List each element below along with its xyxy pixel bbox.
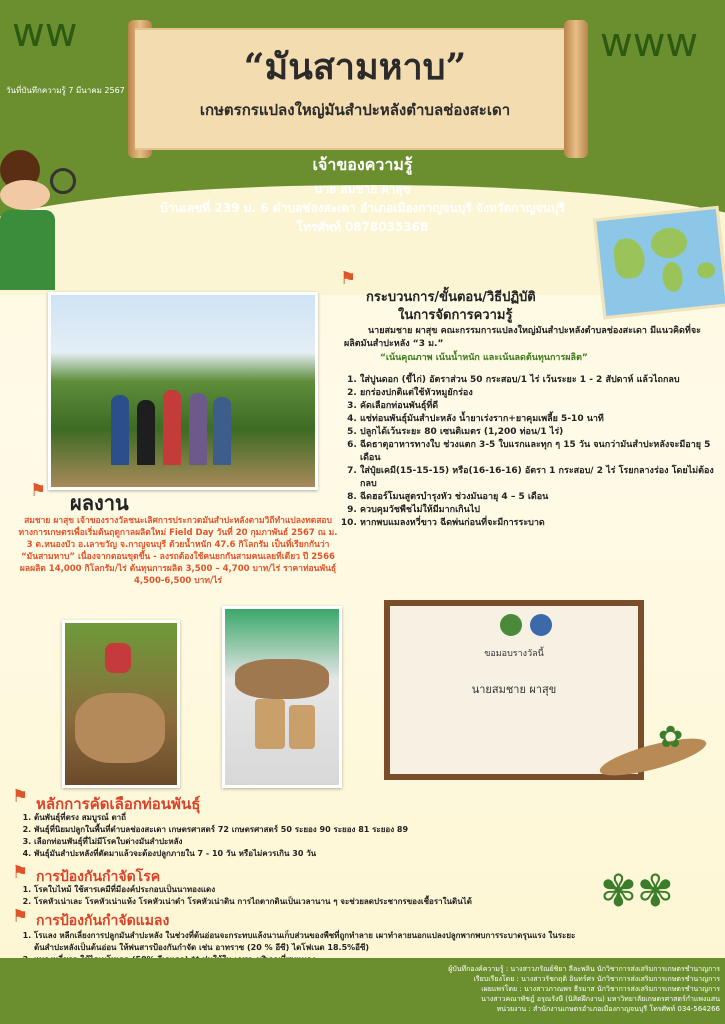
- world-map-icon: [593, 206, 725, 320]
- list-item: 9. ควบคุมวัชพืชไม่ให้มีมากเกินไป: [360, 504, 714, 517]
- process-steps: [344, 374, 714, 530]
- disease-list: [18, 884, 558, 908]
- process-quote: “เน้นคุณภาพ เน้นน้ำหนัก และเน้นลดต้นทุนการผลิต”: [380, 353, 588, 363]
- list-item: 1. โรแลง หลีกเลี่ยงการปลูกมันสำปะหลัง ในช่วงที่ต้นอ่อนจะกระทบแล้งนานเก็บส่วนของพืชที่ถูกทำลาย เผาทำลายนอกแปลงปลูกพากพบการระบาดรุนแรง ในระยะต้นสำปะหลังเป็นต้นอ่อน ให้พ่นสารป้องกันกำจัด เช่น อาทราซ (20 % อีซี) ไดโฟเนต 18.5%อีซี): [34, 930, 578, 954]
- seal-icon: [500, 614, 522, 636]
- owner-phone: โทรศัพท์ 0878035368: [296, 220, 429, 234]
- list-item: 1. ใส่ปูนดอก (ขี้ไก่) อัตราส่วน 50 กระสอบ/1 ไร่ เว้นระยะ 1 - 2 สัปดาห์ แล้วไถกลบ: [360, 374, 714, 387]
- list-item: 3. เลือกท่อนพันธุ์ที่ไม่มีโรคใบด่างมันสำปะหลัง: [34, 836, 518, 848]
- results-text: สมชาย ผาสุข เจ้าของรางวัลชนะเลิศการประกวดมันสำปะหลังตามวิถีทำแปลงทดสอบ ทางการเกษตรเพื่อเริ่มต้นฤดูกาลผลิตใหม่ Field Day วันที่ 20 กุมภาพันธ์ 2567 ณ ม. 3 ต.หนองบัว อ.เลาขวัญ จ.กาญจนบุรี ด้วยน้ำหนัก 47.6 กิโลกรัม เป็นที่เรียกกันว่า “มันสามหาบ” เนื่องจากตอนขุดขึ้น - ลงรถต้องใช้คนยกกันสามคนเลยทีเดียว ปี 2566 ผลผลิต 14,000 กิโลกรัม/ไร่ ต้นทุนการผลิต 3,500 – 4,700 บาท/ไร่ ราคาท่อนพันธุ์ 4,500-6,500 บาท/ไร่: [18, 516, 338, 586]
- footer-line: นางสาวคณาพัชฎ์ อรุณรังษี (นิสิตฝึกงาน) มหาวิทยาลัยเกษตรศาสตร์กำแพงแสน: [481, 995, 720, 1003]
- selection-list: [18, 812, 518, 860]
- record-date: วันที่บันทึกความรู้ 7 มีนาคม 2567: [6, 86, 125, 95]
- magnifier-icon: [50, 168, 76, 194]
- people-group: [111, 385, 231, 465]
- results-heading: ผลงาน: [70, 491, 129, 515]
- page-subtitle: เกษตรกรแปลงใหญ่มันสำปะหลังตำบลช่องสะเดา: [199, 101, 511, 119]
- selection-heading: หลักการคัดเลือกท่อนพันธุ์: [36, 795, 201, 813]
- list-item: 2. พันธุ์ที่นิยมปลูกในพื้นที่ตำบลช่องสะเดา เกษตรศาสตร์ 72 เกษตรศาสตร์ 50 ระยอง 90 ระยอง 81 ระยอง 89: [34, 824, 518, 836]
- flag-icon: ⚑: [12, 906, 29, 927]
- certificate-name: นายสมชาย ผาสุข: [471, 683, 557, 696]
- list-item: 2. โรคหัวเน่าเละ โรคหัวเน่าแห้ง โรคหัวเน่าดำ โรคหัวเน่าดิน การไถตากดินเป็นเวลานาน ๆ จะช่วยลดประชากรของเชื้อราในดินได้: [34, 896, 558, 908]
- process-heading-1: กระบวนการ/ขั้นตอน/วิธีปฏิบัติ: [366, 290, 536, 305]
- flag-icon: ⚑: [12, 862, 29, 883]
- list-item: 1. ต้นพันธุ์ที่ตรง สมบูรณ์ ตาถี่: [34, 812, 518, 824]
- grass-icon: ᴡᴡ: [12, 10, 78, 56]
- list-item: 4. แช่ท่อนพันธุ์มันสำปะหลัง น้ำยาเร่งราก+ยาคุมเพลี้ย 5-10 นาที: [360, 413, 714, 426]
- owner-heading: เจ้าของความรู้: [312, 155, 413, 174]
- cassava-harvest-photo: [62, 620, 180, 788]
- list-item: 10. หากพบแมลงหวี่ขาว ฉีดพ่นก่อนที่จะมีการระบาด: [360, 517, 714, 530]
- cassava-root-icon: ✿: [598, 720, 718, 780]
- footer-credits: [300, 964, 720, 1014]
- owner-address: บ้านเลขที่ 239 ม. 6 ตำบลช่องสะเดา อำเภอเมืองกาญจนบุรี จังหวัดกาญจนบุรี: [160, 201, 565, 215]
- list-item: 7. ใส่ปุ๋ยเคมี(15-15-15) หรือ(16-16-16) อัตรา 1 กระสอบ/ 2 ไร่ โรยกลางร่อง โดยไม่ต้องกลบ: [360, 465, 714, 491]
- seal-icon: [530, 614, 552, 636]
- flag-icon: ⚑: [12, 786, 29, 807]
- list-item: 1. โรคใบไหม้ ใช้สารเคมีที่มีองค์ประกอบเป็นนาทองแดง: [34, 884, 558, 896]
- flag-icon: ⚑: [30, 480, 47, 501]
- owner-name: นาย สมชาย ผาสุข: [314, 182, 411, 196]
- footer-line: เรียบเรียงโดย : นางสาวรัชกฤติ อินทร์ศร นักวิชาการส่งเสริมการเกษตรชำนาญการ: [473, 975, 720, 983]
- footer-line: เผยแพร่โดย : นางสาวภาณพร ธีรมาส นักวิชาการส่งเสริมการเกษตรชำนาญการ: [481, 985, 720, 993]
- page-title: “มันสามหาบ”: [243, 46, 467, 88]
- cassava-tubers-photo: [222, 606, 342, 788]
- farmer-illustration: [0, 150, 60, 300]
- pests-heading: การป้องกันกำจัดแมลง: [36, 913, 170, 929]
- disease-heading: การป้องกันกำจัดโรค: [36, 869, 161, 885]
- list-item: 6. ฉีดธาตุอาหารทางใบ ช่วงแตก 3-5 ใบแรกและทุก ๆ 15 วัน จนกว่ามันสำปะหลังจะมีอายุ 5 เดือน: [360, 439, 714, 465]
- list-item: 5. ปลูกได้เว้นระยะ 80 เซนติเมตร (1,200 ท่อน/1 ไร่): [360, 426, 714, 439]
- process-intro: นายสมชาย ผาสุข คณะกรรมการแปลงใหญ่มันสำปะหลังตำบลช่องสะเดา มีแนวคิดที่จะผลิตมันสำปะหลัง “3 ม.”: [344, 326, 701, 349]
- process-heading-2: ในการจัดการความรู้: [398, 308, 513, 323]
- list-item: 8. ฉีดฮอร์โมนสูตรบำรุงหัว ช่วงมันอายุ 4 – 5 เดือน: [360, 491, 714, 504]
- title-scroll: [135, 28, 575, 150]
- flag-icon: ⚑: [340, 268, 357, 289]
- grass-icon: ᴡᴡᴡ: [600, 20, 699, 66]
- footer-line: ผู้บันทึกองค์ความรู้ : นางสาวภรัณย์ชิยา ลีละพลิน นักวิชาการส่งเสริมการเกษตรชำนาญการ: [448, 965, 720, 973]
- list-item: 4. พันธุ์มันสำปะหลังที่ตัดมาแล้วจะต้องปลูกภายใน 7 - 10 วัน หรือไม่ควรเกิน 30 วัน: [34, 848, 518, 860]
- list-item: 3. คัดเลือกท่อนพันธุ์ที่ดี: [360, 400, 714, 413]
- list-item: 2. ยกร่องปกติแต่ใช้หัวหมูยักร่อง: [360, 387, 714, 400]
- farm-photo: [48, 292, 318, 490]
- footer-line: หน่วยงาน : สำนักงานเกษตรอำเภอเมืองกาญจนบุรี โทรศัพท์ 034-564266: [496, 1005, 720, 1013]
- scroll-rod-right: [564, 20, 588, 158]
- cassava-plant-icon: ✾✾: [600, 866, 674, 917]
- certificate-title: ขอมอบรางวัลนี้: [484, 649, 544, 659]
